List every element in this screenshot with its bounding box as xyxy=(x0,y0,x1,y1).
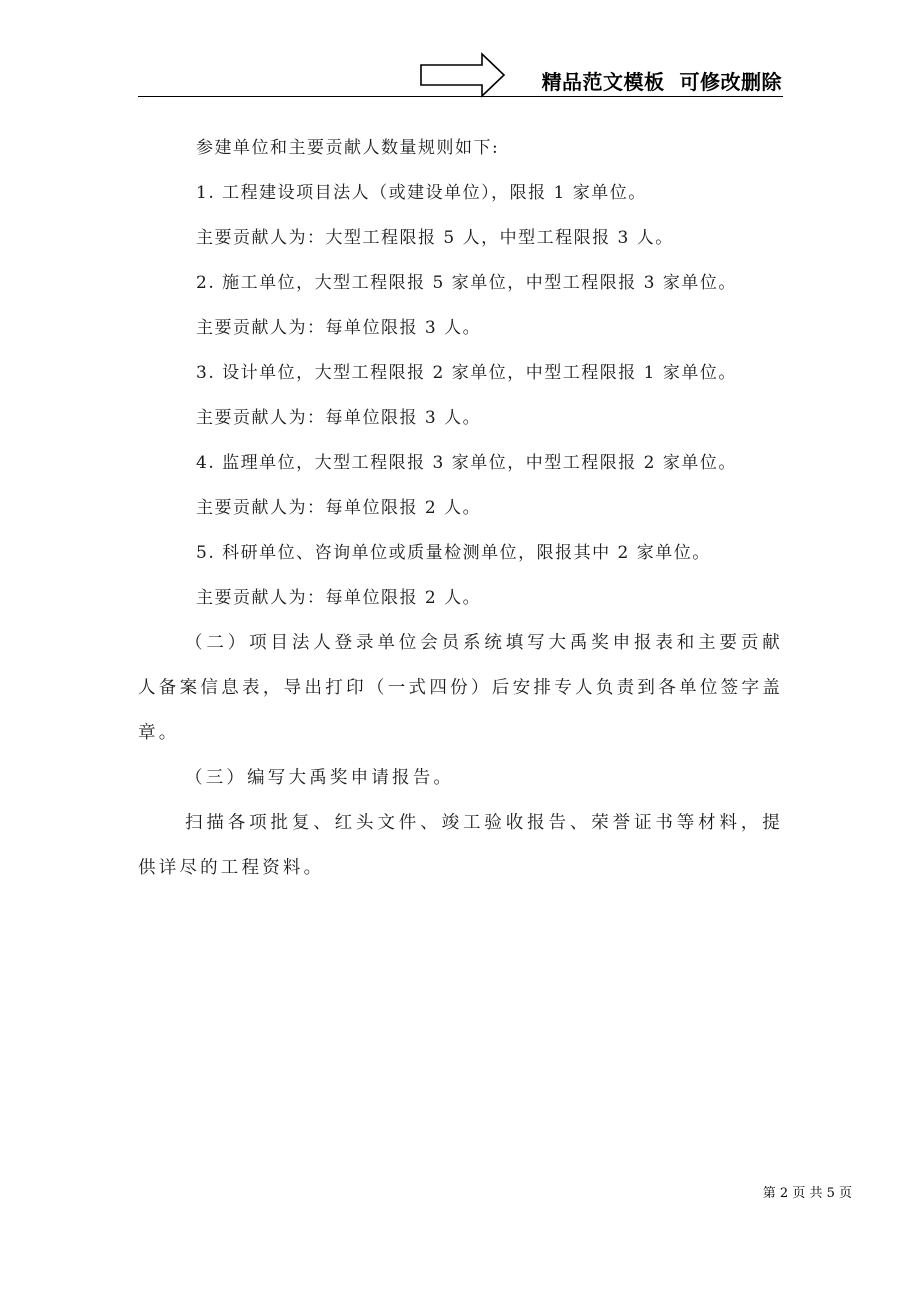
paragraph-materials: 扫描各项批复、红头文件、竣工验收报告、荣誉证书等材料，提供详尽的工程资料。 xyxy=(138,813,783,878)
rule-5: 5. 科研单位、咨询单位或质量检测单位，限报其中 2 家单位。 xyxy=(196,543,711,563)
header-divider xyxy=(138,96,783,97)
rule-3-contributors: 主要贡献人为：每单位限报 3 人。 xyxy=(196,408,482,428)
header-title: 精品范文模板 可修改删除 xyxy=(541,70,782,94)
rule-4-contributors: 主要贡献人为：每单位限报 2 人。 xyxy=(196,498,482,518)
paragraph-section-two: （二）项目法人登录单位会员系统填写大禹奖申报表和主要贡献人备案信息表，导出打印（一式四份）后安排专人负责到各单位签字盖章。 xyxy=(138,633,783,743)
rule-1: 1. 工程建设项目法人（或建设单位），限报 1 家单位。 xyxy=(196,183,647,203)
right-arrow-outline-icon xyxy=(420,52,506,98)
rule-1-contributors: 主要贡献人为：大型工程限报 5 人，中型工程限报 3 人。 xyxy=(196,228,674,248)
rule-4: 4. 监理单位，大型工程限报 3 家单位，中型工程限报 2 家单位。 xyxy=(196,453,737,473)
rules-intro: 参建单位和主要贡献人数量规则如下: xyxy=(196,138,500,158)
rule-2-contributors: 主要贡献人为：每单位限报 3 人。 xyxy=(196,318,482,338)
paragraph-section-three: （三）编写大禹奖申请报告。 xyxy=(185,768,455,788)
rule-5-contributors: 主要贡献人为：每单位限报 2 人。 xyxy=(196,588,482,608)
rule-3: 3. 设计单位，大型工程限报 2 家单位，中型工程限报 1 家单位。 xyxy=(196,363,737,383)
document-body xyxy=(138,126,783,891)
page-number: 第 2 页 共 5 页 xyxy=(762,1186,852,1201)
rule-2: 2. 施工单位，大型工程限报 5 家单位，中型工程限报 3 家单位。 xyxy=(196,273,737,293)
